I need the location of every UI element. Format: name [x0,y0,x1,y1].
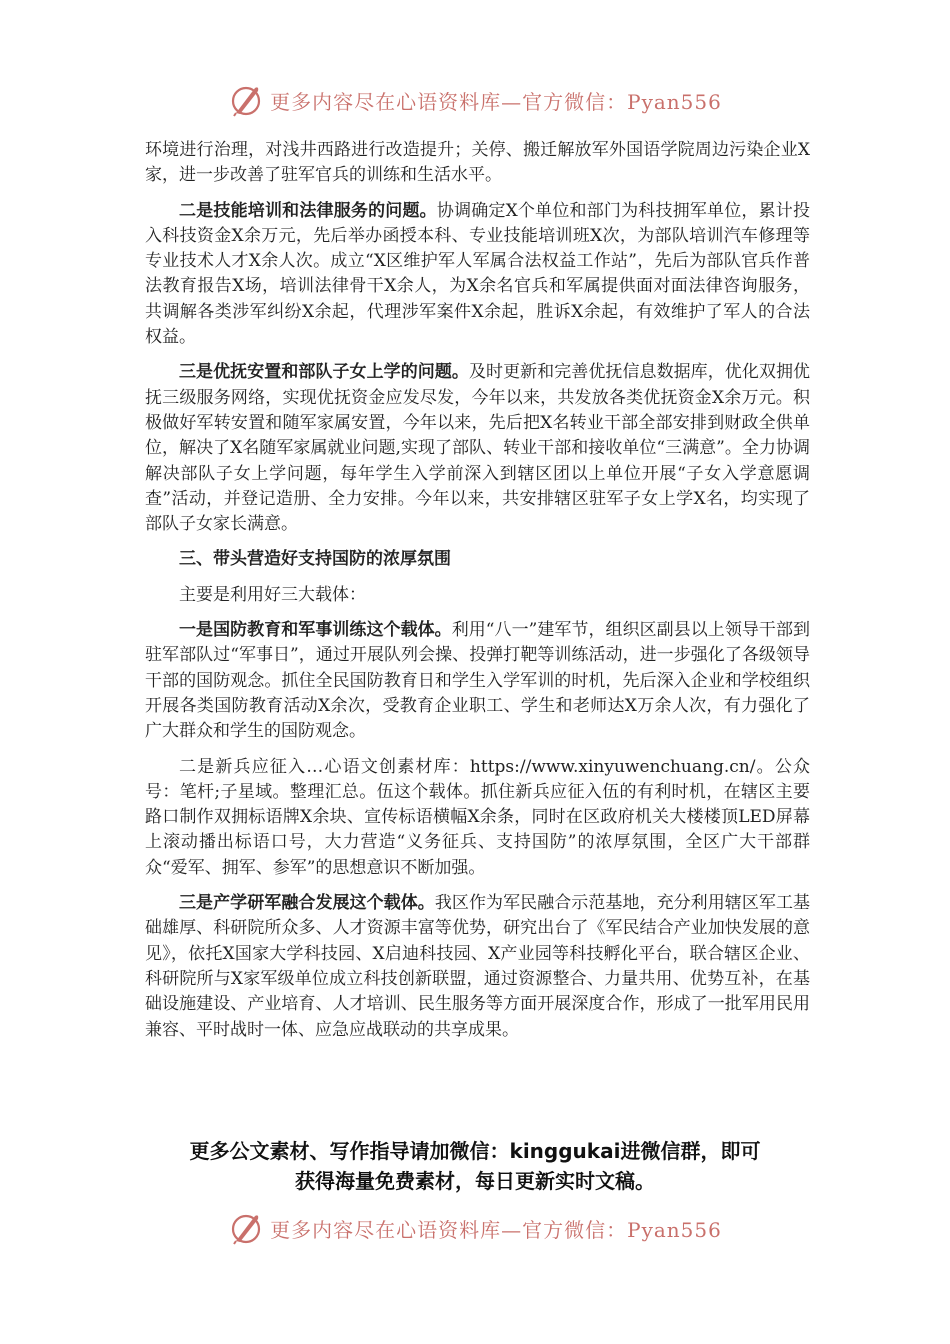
paragraph-lead: 三是产学研军融合发展这个载体。 [179,893,435,914]
paragraph-recruitment: 二是新兵应征入…心语文创素材库：https://www.xinyuwenchuang.cn/。公众号：笔杆;子星域。整理汇总。伍这个载体。抓住新兵应征入伍的有利时机，在辖区主要路口制作双拥标语牌X余块、宣传标语横幅X余条，同时在区政府机关大楼楼顶LED屏幕上滚动播出标语口号，大力营造“义务征兵、支持国防”的浓厚氛围，全区广大干部群众“爱军、拥军、参军”的思想意识不断加强。 [145,756,810,878]
paragraph-skills-legal [145,199,810,351]
header-banner [0,80,950,120]
quill-pen-logo-icon [228,82,264,118]
document-body [145,138,810,1053]
paragraph-lead: 一是国防教育和军事训练这个载体。 [179,620,452,641]
paragraph-text: 我区作为军民融合示范基地，充分利用辖区军工基础雄厚、科研院所众多、人才资源丰富等优势，研究出台了《军民结合产业加快发展的意见》，依托X国家大学科技园、X启迪科技园、X产业园等科技孵化平台，联合辖区企业、科研院所与X家军级单位成立科技创新联盟，通过资源整合、力量共用、优势互补，在基础设施建设、产业培育、人才培训、民生服务等方面开展深度合作，形成了一批军用民用兼容、平时战时一体、应急应战联动的共享成果。 [145,893,811,1040]
paragraph-lead: 三是优抚安置和部队子女上学的问题。 [179,362,469,383]
paragraph-lead: 二是技能培训和法律服务的问题。 [179,200,437,221]
promo-line-1: 更多公文素材、写作指导请加微信：kinggukai进微信群，即可 [189,1139,761,1163]
promo-notice [120,1136,830,1196]
quill-pen-logo-icon [228,1210,264,1246]
paragraph-text: 利用“八一”建军节，组织区副县以上领导干部到驻军部队过“军事日”，通过开展队列会操、投弹打靶等训练活动，进一步强化了各级领导干部的国防观念。抓住全民国防教育日和学生入学军训的时机，先后深入企业和学校组织开展各类国防教育活动X余次，受教育企业职工、学生和老师达X万余人次，有力强化了广大群众和学生的国防观念。 [145,620,810,742]
paragraph-text: 协调确定X个单位和部门为科技拥军单位，累计投入科技资金X余万元，先后举办函授本科、专业技能培训班X次，为部队培训汽车修理等专业技术人才X余人次。成立“X区维护军人军属合法权益工作站”，先后为部队官兵作普法教育报告X场，培训法律骨干X余人，为X余名官兵和军属提供面对面法律咨询服务，共调解各类涉军纠纷X余起，代理涉军案件X余起，胜诉X余起，有效维护了军人的合法权益。 [145,200,810,348]
footer-banner-text: 更多内容尽在心语资料库—官方微信：Pyan556 [270,1217,722,1242]
footer-banner [0,1208,950,1248]
promo-line-2: 获得海量免费素材，每日更新实时文稿。 [295,1169,655,1193]
paragraph-text: 及时更新和完善优抚信息数据库，优化双拥优抚三级服务网络，实现优抚资金应发尽发，今年以来，共发放各类优抚资金X余万元。积极做好军转安置和随军家属安置，今年以来，先后把X名转业干部全部安排到财政全供单位，解决了X名随军家属就业问题,实现了部队、转业干部和接收单位“三满意”。全力协调解决部队子女上学问题，每年学生入学前深入到辖区团以上单位开展“子女入学意愿调查”活动，并登记造册、全力安排。今年以来，共安排辖区驻军子女上学X名，均实现了部队子女家长满意。 [145,362,811,535]
paragraph-resettlement [145,360,810,537]
paragraph-continuation: 环境进行治理，对浅井西路进行改造提升；关停、搬迁解放军外国语学院周边污染企业X家，进一步改善了驻军官兵的训练和生活水平。 [145,140,810,186]
header-banner-text: 更多内容尽在心语资料库—官方微信：Pyan556 [270,89,722,114]
paragraph-integration [145,891,810,1043]
paragraph-defense-education [145,618,810,744]
section-heading: 三、带头营造好支持国防的浓厚氛围 [179,549,451,570]
paragraph-intro: 主要是利用好三大载体： [179,584,366,605]
